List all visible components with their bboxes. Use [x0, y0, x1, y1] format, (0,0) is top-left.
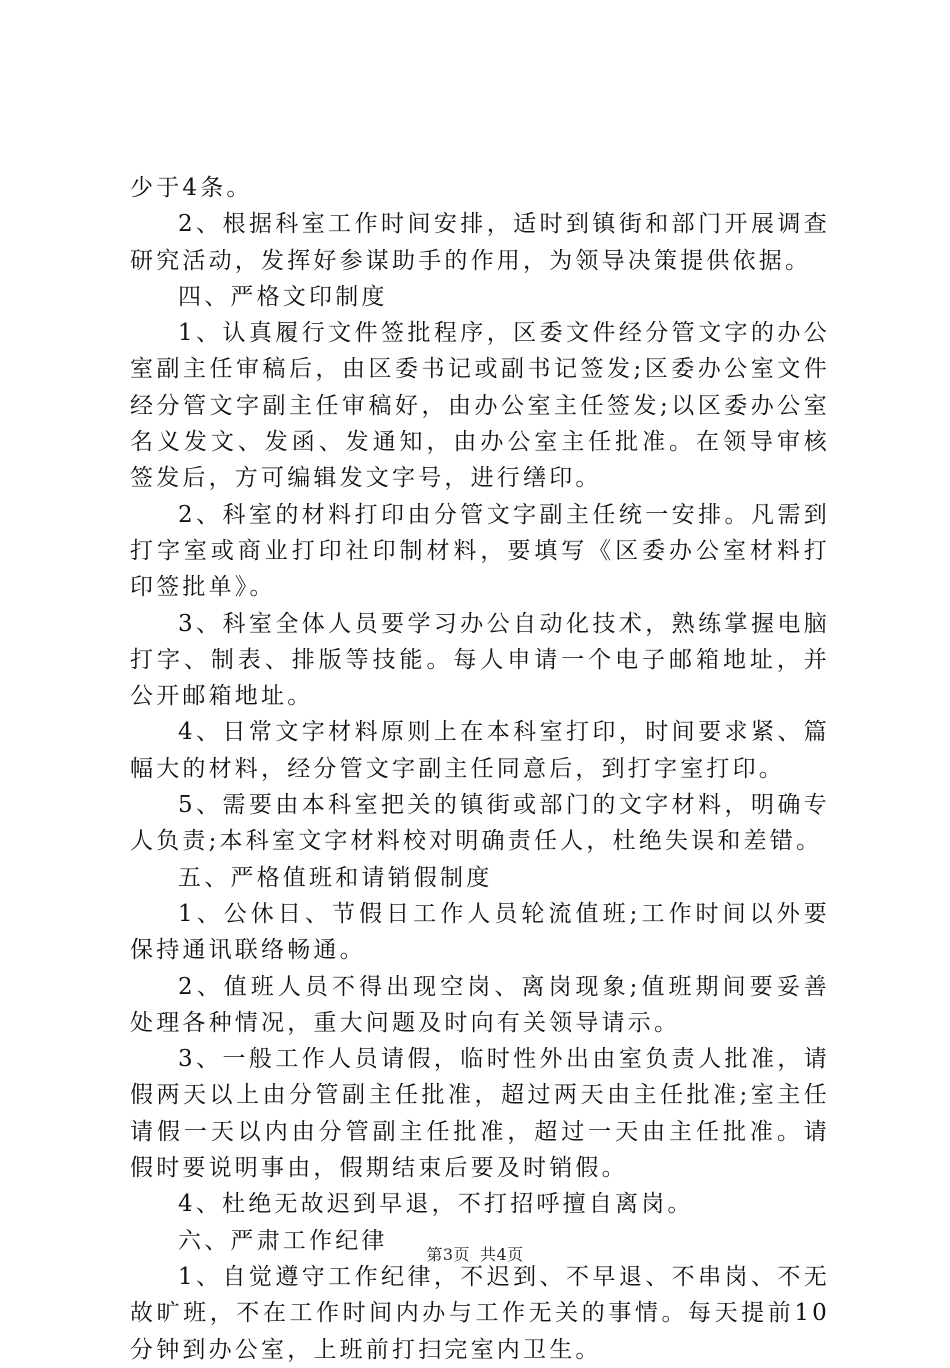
paragraph: 3、一般工作人员请假，临时性外出由室负责人批准，请假两天以上由分管副主任批准，超过两天由主任批准;室主任请假一天以内由分管副主任批准，超过一天由主任批准。请假时要说明事由，假期结束后要及时销假。: [130, 1046, 830, 1182]
paragraph: 2、根据科室工作时间安排，适时到镇街和部门开展调查研究活动，发挥好参谋助手的作用，为领导决策提供依据。: [130, 211, 830, 274]
paragraph: 4、杜绝无故迟到早退，不打招呼擅自离岗。: [178, 1191, 694, 1218]
paragraph: 3、科室全体人员要学习办公自动化技术，熟练掌握电脑打字、制表、排版等技能。每人申请一个电子邮箱地址，并公开邮箱地址。: [130, 610, 830, 710]
paragraph: 少于4条。: [130, 175, 253, 201]
paragraph: 5、需要由本科室把关的镇街或部门的文字材料，明确专人负责;本科室文字材料校对明确责任人，杜绝失误和差错。: [130, 792, 830, 855]
paragraph: 1、公休日、节假日工作人员轮流值班;工作时间以外要保持通讯联络畅通。: [130, 900, 830, 964]
section-heading: 五、严格值班和请销假制度: [178, 864, 493, 891]
paragraph: 1、自觉遵守工作纪律，不迟到、不早退、不串岗、不无故旷班，不在工作时间内办与工作无关的事情。每天提前10分钟到办公室，上班前打扫完室内卫生。: [130, 1263, 830, 1363]
section-heading: 六、严肃工作纪律: [178, 1227, 388, 1254]
paragraph: 2、值班人员不得出现空岗、离岗现象;值班期间要妥善处理各种情况，重大问题及时向有关领导请示。: [130, 973, 830, 1036]
document-body: [130, 170, 830, 1368]
paragraph: 1、认真履行文件签批程序，区委文件经分管文字的办公室副主任审稿后，由区委书记或副书记签发;区委办公室文件经分管文字副主任审稿好，由办公室主任签发;以区委办公室名义发文、发函、发通知，由办公室主任批准。在领导审核签发后，方可编辑发文字号，进行缮印。: [130, 320, 830, 492]
page-footer: [0, 1242, 950, 1265]
paragraph: 4、日常文字材料原则上在本科室打印，时间要求紧、篇幅大的材料，经分管文字副主任同意后，到打字室打印。: [130, 719, 830, 782]
page-number: 第3页: [426, 1245, 470, 1264]
paragraph: 2、科室的材料打印由分管文字副主任统一安排。凡需到打字室或商业打印社印制材料，要填写《区委办公室材料打印签批单》。: [130, 501, 830, 601]
section-heading: 四、严格文印制度: [178, 283, 388, 310]
page-total: 共4页: [480, 1245, 524, 1264]
